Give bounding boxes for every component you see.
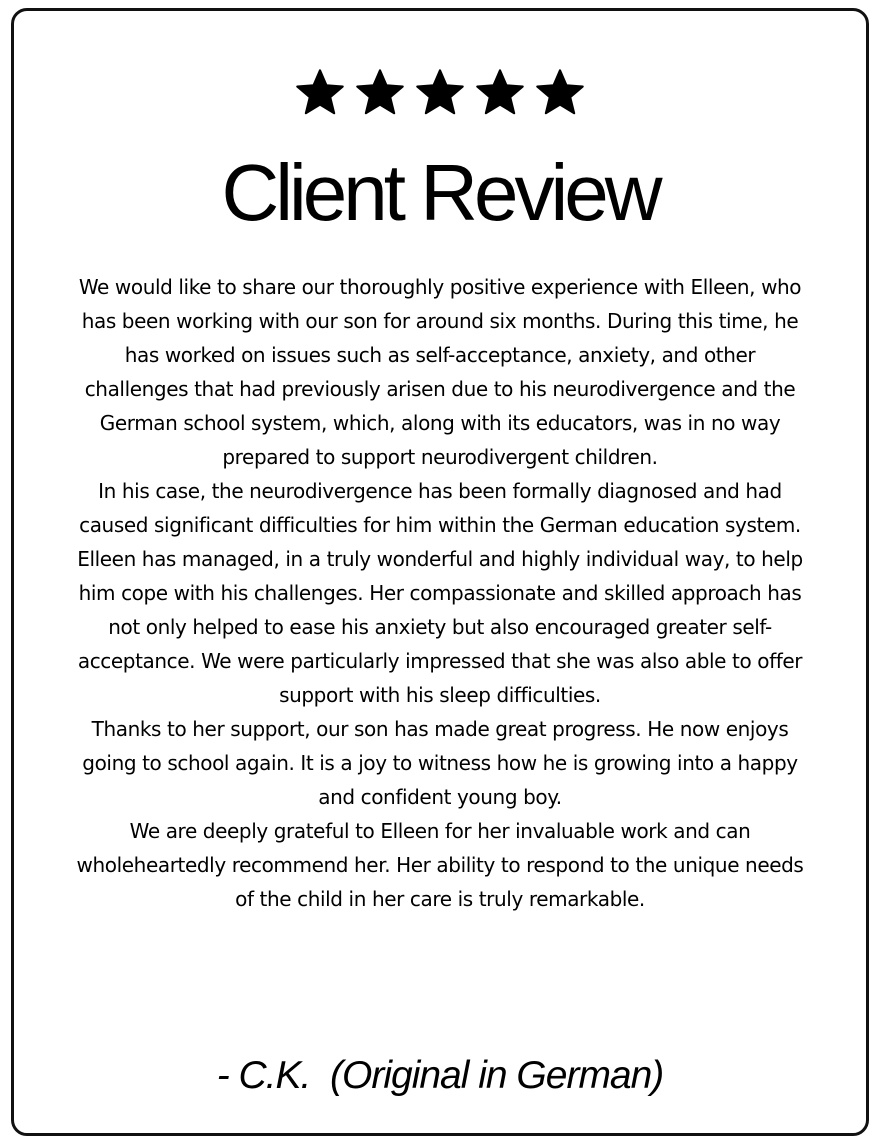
review-text [74,270,806,916]
review-paragraph: We would like to share our thoroughly positive experience with Elleen, who has been working with our son for around six months. During this time, he has worked on issues such as self-acceptance, anxiety, and other challenges that had previously arisen due to his neurodivergence and the German school system, which, along with its educators, was in no way prepared to support neurodivergent children. [78,275,802,469]
star-icon [415,69,465,117]
star-icon [475,69,525,117]
review-paragraph: We are deeply grateful to Elleen for her invaluable work and can wholeheartedly recommend her. Her ability to respond to the unique needs of the child in her care is truly remarkable. [76,819,804,911]
page-title: Client Review [221,148,659,237]
star-icon [535,69,585,117]
review-card [11,8,869,1136]
review-paragraph: Elleen has managed, in a truly wonderful and highly individual way, to help him cope with his challenges. Her compassionate and skilled approach has not only helped to ease his anxiety but also encouraged greater self-acceptance. We were particularly impressed that she was also able to offer support with his sleep difficulties. [77,547,803,707]
review-paragraph: Thanks to her support, our son has made great progress. He now enjoys going to school again. It is a joy to witness how he is growing into a happy and confident young boy. [82,717,798,809]
star-icon [355,69,405,117]
star-icon [295,69,345,117]
review-paragraph: In his case, the neurodivergence has been formally diagnosed and had caused significant difficulties for him within the German education system. [79,479,801,537]
star-rating [14,69,866,117]
review-signature: - C.K. (Original in German) [216,1054,664,1097]
